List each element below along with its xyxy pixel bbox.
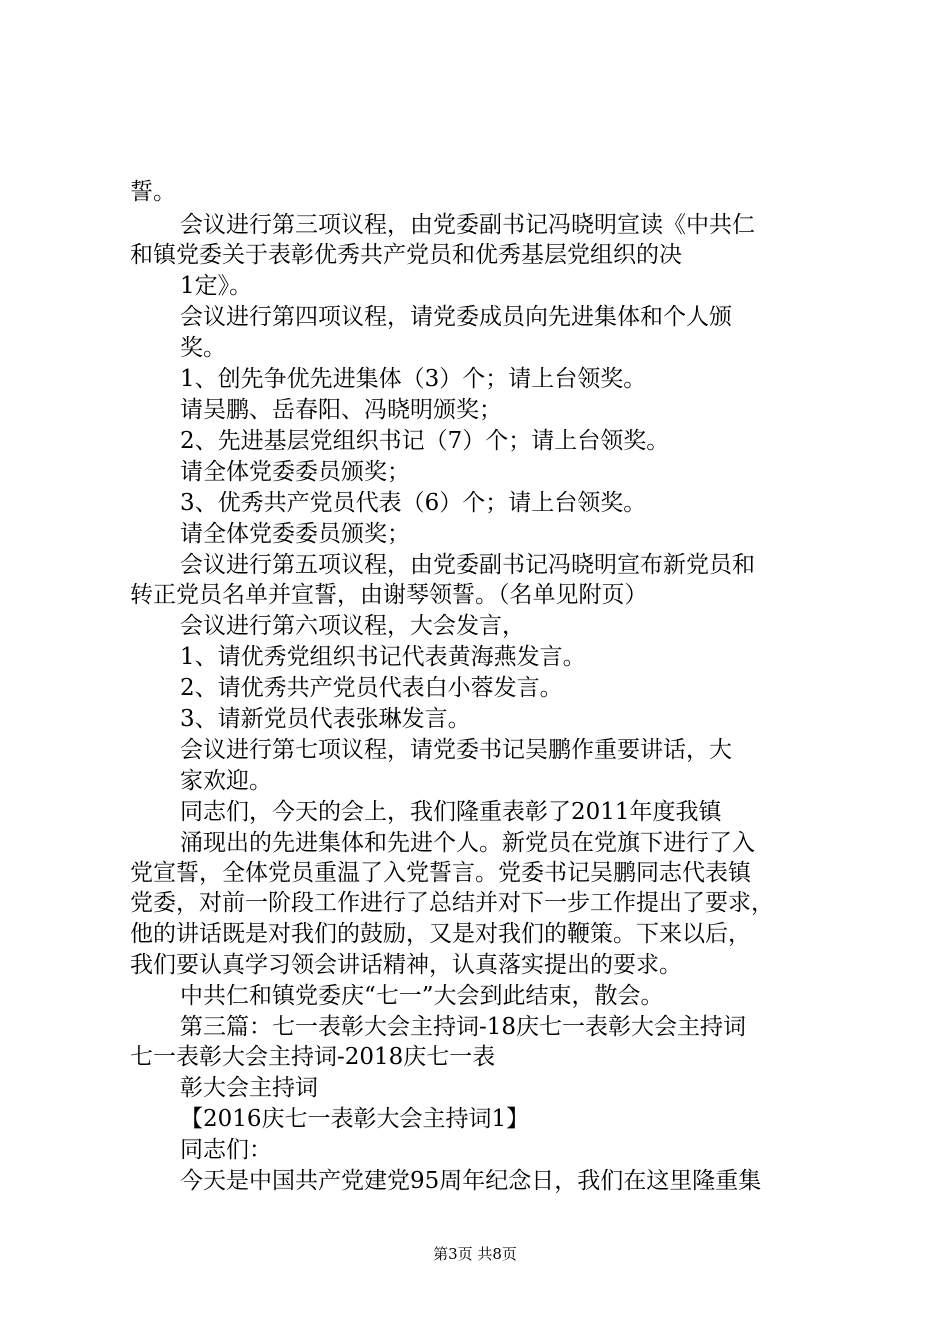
text-line: 请吴鹏、岳春阳、冯晓明颁奖； [180,397,502,423]
text-line: 会议进行第七项议程，请党委书记吴鹏作重要讲话，大 [180,737,732,763]
section-heading: 彰大会主持词 [180,1075,318,1101]
text-line: 1定》。 [180,273,253,299]
section-heading: 第三篇：七一表彰大会主持词-18庆七一表彰大会主持词 [180,1014,747,1040]
text-line: 转正党员名单并宣誓，由谢琴领誓。（名单见附页） [130,582,648,608]
text-line: 我们要认真学习领会讲话精神，认真落实提出的要求。 [130,952,682,978]
text-line: 请全体党委委员颁奖； [180,459,410,485]
text-line: 请全体党委委员颁奖； [180,521,410,547]
text-line: 同志们： [180,1137,272,1163]
text-line: 2、请优秀共产党员代表白小蓉发言。 [180,675,563,701]
text-line: 1、请优秀党组织书记代表黄海燕发言。 [180,644,586,670]
text-line: 誓。 [130,179,176,205]
text-line: 同志们，今天的会上，我们隆重表彰了2011年度我镇 [180,799,722,825]
text-line: 会议进行第六项议程，大会发言， [180,613,525,639]
text-line: 党委，对前一阶段工作进行了总结并对下一步工作提出了要求， [130,890,774,916]
text-line: 2、先进基层党组织书记（7）个；请上台领奖。 [180,428,670,454]
text-line: 家欢迎。 [180,768,272,794]
text-line: 中共仁和镇党委庆“七一”大会到此结束，散会。 [180,983,664,1009]
text-line: 涌现出的先进集体和先进个人。新党员在党旗下进行了入 [180,830,755,856]
text-line: 3、优秀共产党员代表（6）个；请上台领奖。 [180,490,647,516]
text-line: 【2016庆七一表彰大会主持词1】 [180,1106,530,1132]
text-line: 会议进行第三项议程，由党委副书记冯晓明宣读《中共仁 [180,212,755,238]
text-line: 今天是中国共产党建党95周年纪念日，我们在这里隆重集 [180,1168,762,1194]
text-line: 1、创先争优先进集体（3）个；请上台领奖。 [180,366,647,392]
page-number: 第3页 共8页 [433,1245,517,1263]
text-line: 他的讲话既是对我们的鼓励，又是对我们的鞭策。下来以后， [130,921,751,947]
text-line: 3、请新党员代表张琳发言。 [180,706,471,732]
section-heading: 七一表彰大会主持词-2018庆七一表 [130,1044,496,1070]
text-line: 党宣誓，全体党员重温了入党誓言。党委书记吴鹏同志代表镇 [130,860,751,886]
text-line: 会议进行第五项议程，由党委副书记冯晓明宣布新党员和 [180,552,755,578]
text-line: 和镇党委关于表彰优秀共产党员和优秀基层党组织的决 [130,242,682,268]
text-line: 会议进行第四项议程，请党委成员向先进集体和个人颁 [180,304,732,330]
text-line: 奖。 [180,335,226,361]
